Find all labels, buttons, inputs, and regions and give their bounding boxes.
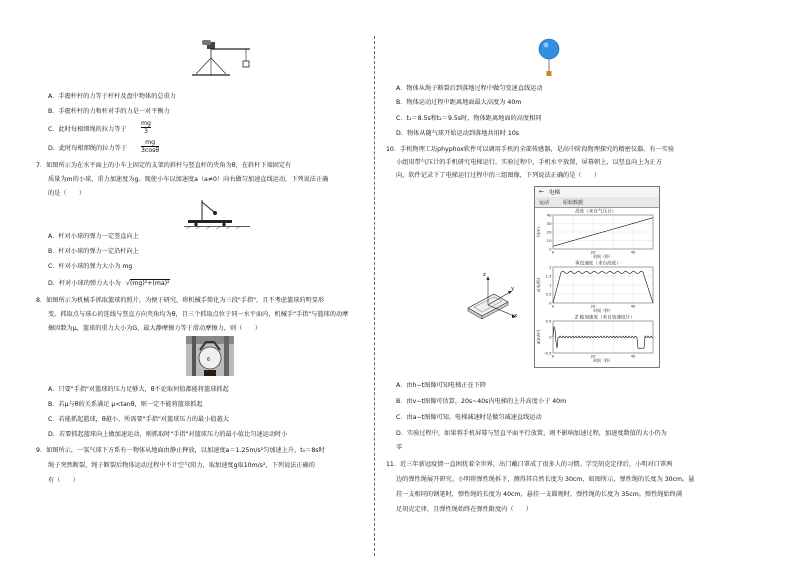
q8-option-c: C．若能抓起篮球，θ越小，所需要"手指"对篮球压力的最小值越大 bbox=[48, 416, 229, 423]
x-tick-label: 20 bbox=[590, 249, 596, 255]
y-tick-label: 40 bbox=[546, 212, 552, 218]
q9-option-c: C．t₁＝8.5s和t₂＝9.5s时，物体距离地面的高度相同 bbox=[396, 115, 542, 122]
q11-line-4: 足胡克定律，且弹性绳始终在弹性限度内（ ） bbox=[396, 506, 533, 513]
q11-line-1: 11．近三年新冠疫情一直困扰着全世界，出门戴口罩成了很多人的习惯。学完胡克定律后，小明对口罩两 bbox=[386, 461, 673, 468]
q7-option-a: A．杆对小球的弹力一定竖直向上 bbox=[48, 233, 139, 240]
y-axis-label: a(m/s²) bbox=[536, 329, 541, 345]
q8-line-1: 8．如图所示为机械手抓取篮球的照片，为便于研究，将机械手简化为三段"手指"，且不考虑篮球的明显形 bbox=[36, 297, 325, 304]
fraction-numerator: mg bbox=[141, 120, 151, 127]
x-axis-label: 时间（秒） bbox=[593, 358, 613, 363]
q9-option-b: B．物体运动过程中距离地面最大高度为 40m bbox=[396, 99, 522, 106]
x-axis-label: 时间（秒） bbox=[593, 308, 613, 313]
q8-line-3: 擦因数为μ，篮球的重力大小为G，最大静摩擦力等于滑动摩擦力，则（ ） bbox=[48, 325, 261, 332]
y-tick-label: 0 bbox=[549, 334, 552, 340]
y-axis-label: h(m) bbox=[536, 227, 541, 237]
graph-title: 高度（来自气压计） bbox=[575, 209, 617, 215]
y-tick-label: 2 bbox=[549, 264, 552, 270]
hanging-scale-figure bbox=[174, 38, 264, 82]
q8-line-2: 变。抓取点与球心的连线与竖直方向夹角均为θ，且三个抓取点位于同一水平面内，机械手"手指"与篮球的动摩 bbox=[48, 311, 349, 318]
axis-z-label: z bbox=[483, 272, 486, 278]
q6-option-c: C．此时每根细绳的拉力等于 bbox=[48, 126, 127, 133]
y-tick-label: 30 bbox=[546, 221, 552, 226]
q7-line-3: 的是（ ） bbox=[48, 190, 86, 197]
q6-option-c-fraction bbox=[141, 120, 151, 135]
graph-title: Z 轴加速度（来自加速度计） bbox=[575, 315, 635, 321]
q7-option-c: C．杆对小球的弹力大小为 mg bbox=[48, 263, 133, 270]
x-tick-label: 20 bbox=[590, 303, 596, 309]
y-tick-label: 20 bbox=[546, 229, 552, 235]
tab-motion[interactable]: 运动 bbox=[539, 199, 550, 206]
axis-y-label: y bbox=[511, 286, 515, 292]
y-tick-label: 0 bbox=[549, 300, 552, 306]
cart-figure bbox=[184, 196, 254, 230]
q9-option-d: D．物体从随气球开始运动到落地共用时 10s bbox=[396, 130, 520, 137]
fraction-denominator: 3 bbox=[144, 128, 148, 135]
x-tick-label: 0 bbox=[551, 353, 555, 359]
svg-text:6: 6 bbox=[207, 357, 211, 363]
q10-option-d-cont: 零 bbox=[396, 444, 403, 451]
app-title: 电梯 bbox=[549, 190, 561, 196]
q9-line-3: 有（ ） bbox=[48, 477, 79, 484]
q9-option-a: A．物体从绳子断裂后到落地过程中做匀变速直线运动 bbox=[396, 85, 543, 92]
q10-option-a: A．由h−t图像可知电梯正在下降 bbox=[396, 382, 487, 389]
q6-option-b: B．手握杆杆的力和杆对手的力是一对平衡力 bbox=[48, 108, 170, 115]
x-tick-label: 0 bbox=[551, 249, 555, 255]
sqrt-sign: √ bbox=[126, 280, 130, 287]
x-tick-label: 40 bbox=[630, 303, 636, 309]
y-tick-label: 0 bbox=[549, 246, 552, 252]
q10-option-d: D．实验过程中，如果将手机屏幕与竖直平面平行放置，则不影响加速过程，加速度数值的大小仍为 bbox=[396, 430, 667, 437]
y-tick-label: 10 bbox=[546, 238, 552, 243]
phyphox-graphs bbox=[535, 207, 659, 367]
graph-title: 垂直速度（来自高度） bbox=[575, 261, 621, 267]
axis-x-label: x bbox=[514, 313, 518, 319]
q10-line-1: 10．手机物理工坊phyphox软件可以调用手机的全部传感器，是高中阶段物理探究的精密仪器。有一实验 bbox=[386, 146, 675, 153]
y-tick-label: 0.5 bbox=[545, 291, 552, 297]
q10-line-2: 小组用带气压计的手机研究电梯运行，实验过程中，手机水平放置，屏幕朝上，以竖直向上为正方 bbox=[396, 159, 663, 166]
q8-option-b: B．若μ与θ的关系满足 μ<tanθ，则一定不能将篮球抓起 bbox=[48, 401, 203, 408]
q10-option-b: B．由v−t图像可估算，20s~40s内电梯的上升高度小于 40m bbox=[396, 398, 567, 405]
fraction-denominator: 3cosθ bbox=[141, 147, 160, 154]
q7-line-1: 7．如图所示为在水平面上的小车上固定的支架的斜杆与竖直杆的夹角为θ，在斜杆下端固定有 bbox=[36, 162, 292, 169]
x-tick-label: 40 bbox=[630, 353, 636, 359]
fraction-numerator: mg bbox=[141, 139, 159, 147]
q8-option-d: D．若要抓起篮球向上做加速运动，则抓取时"手指"对篮球压力的最小值比匀速运动时小 bbox=[48, 431, 288, 438]
x-tick-label: 20 bbox=[590, 353, 596, 359]
y-tick-label: -0.5 bbox=[544, 350, 552, 356]
q7-option-d: D．杆对小球的弹力大小为 bbox=[48, 280, 121, 287]
y-tick-label: 1.5 bbox=[545, 273, 552, 279]
column-divider bbox=[374, 36, 375, 556]
robotic-hand-photo bbox=[186, 336, 234, 376]
q7-option-d-sqrt bbox=[126, 280, 170, 288]
q7-line-2: 质量为m的小球，重力加速度为g。现使小车以加速度a（a≠0）向右做匀加速直线运动，下列说法正确 bbox=[48, 176, 329, 183]
phyphox-screenshot bbox=[534, 186, 660, 368]
q11-line-2: 边的弹性绳展开研究。小明将弹性绳拆下，测得其自然长度为 30cm，如图所示，弹性绳的长度为 30cm。悬 bbox=[396, 476, 695, 483]
sqrt-radicand: (mg)²+(ma)² bbox=[129, 280, 170, 287]
balloon-figure bbox=[538, 38, 560, 80]
back-arrow-icon[interactable]: ← bbox=[539, 188, 545, 195]
q10-line-3: 向，软件记录下了电梯运行过程中的三组图像，下列说法正确的是（ ） bbox=[396, 172, 601, 179]
q8-option-a: A．只要"手指"对篮球的压力足够大，θ不论取何值都能将篮球抓起 bbox=[48, 386, 229, 393]
q9-line-2: 绳子突然断裂，绳子断裂后物体运动过程中不计空气阻力，取加速度g取10m/s²，下列说法正确的 bbox=[48, 462, 315, 469]
q6-option-d: D．此时每根细绳的拉力等于 bbox=[48, 145, 128, 152]
q10-option-c: C．由a−t图像可知，电梯减速时是做匀减速直线运动 bbox=[396, 414, 542, 421]
q6-option-a: A．手握杆杆的力等于杆杆及盘中物体的总重力 bbox=[48, 93, 176, 100]
x-axis-label: 时间（秒） bbox=[593, 254, 613, 259]
x-tick-label: 0 bbox=[551, 303, 555, 309]
y-tick-label: 1 bbox=[549, 282, 552, 288]
tab-raw-data[interactable]: 原始数据 bbox=[563, 199, 584, 206]
x-tick-label: 40 bbox=[630, 249, 636, 255]
q7-option-b: B．杆对小球的弹力一定沿杆向上 bbox=[48, 248, 139, 255]
y-tick-label: 0.5 bbox=[545, 318, 552, 324]
y-axis-label: v(米/秒) bbox=[536, 277, 541, 293]
q9-line-1: 9．如图所示，一氢气球下方系有一物体从地面由静止释放，以加速度a＝1.25m/s²匀加速上升，t₀＝8s时 bbox=[36, 447, 325, 454]
q11-line-3: 挂一支相同的钢笔时，弹性绳的长度为 40cm，悬挂一支圆规时，弹性绳的长度为 35cm。弹性绳始终满 bbox=[396, 491, 683, 498]
q6-option-d-fraction bbox=[141, 139, 159, 154]
